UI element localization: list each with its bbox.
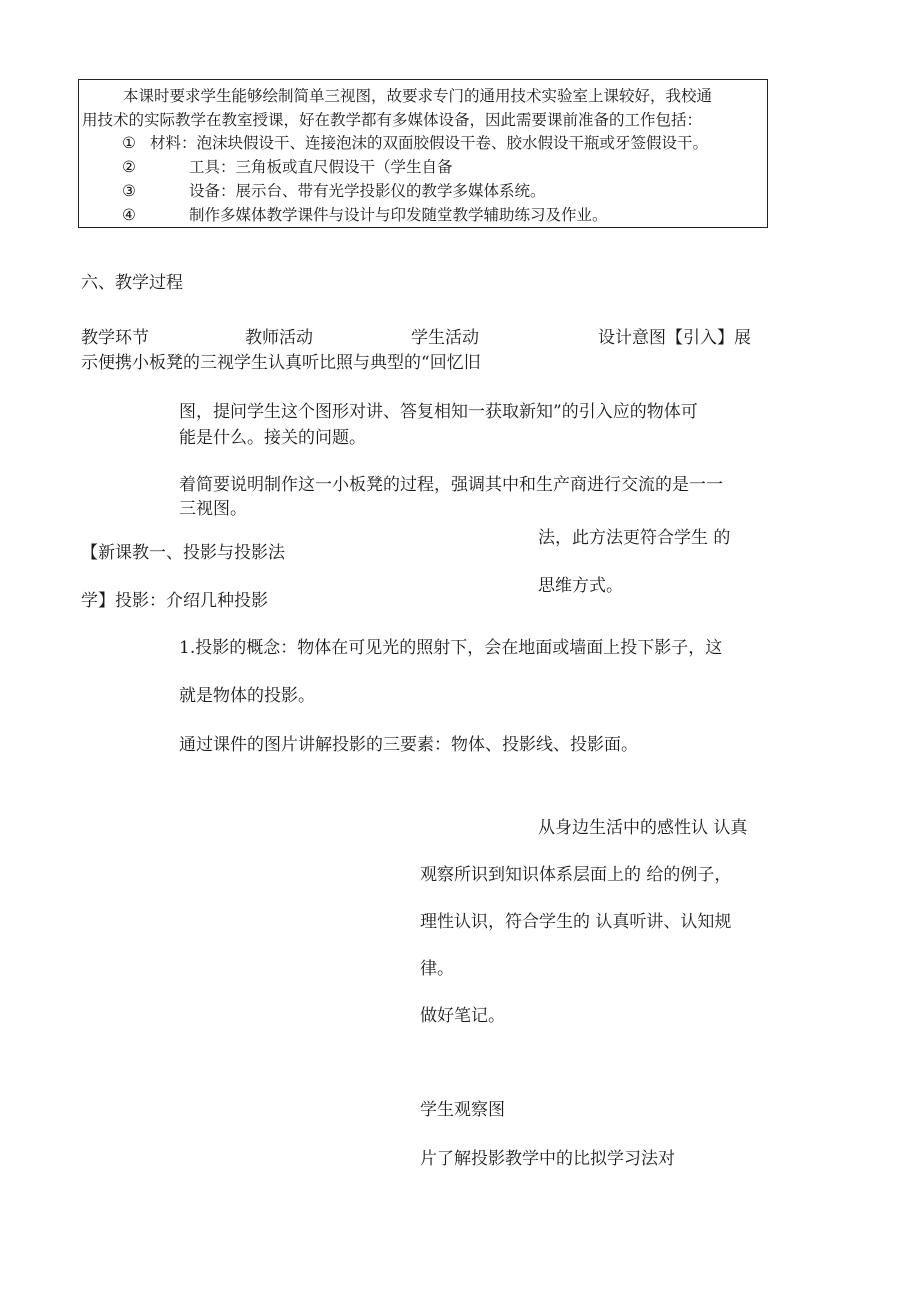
intent-line2: 思维方式。: [538, 576, 623, 596]
student-line3: 理性认识，符合学生的 认真听讲、认知规: [420, 912, 732, 932]
item-number-4: ④: [122, 206, 136, 224]
three-elements-line: 通过课件的图片讲解投影的三要素：物体、投影线、投影面。: [179, 735, 638, 755]
new-lesson-line1: 【新课教一、投影与投影法: [81, 543, 285, 563]
header-col-student: 学生活动: [411, 328, 479, 348]
new-lesson-line2: 学】投影：介绍几种投影: [81, 591, 268, 611]
header-col-intent: 设计意图【引入】展: [598, 328, 751, 348]
teacher-p1-line2: 能是什么。接关的问题。: [179, 428, 366, 448]
student-line2: 观察所识到知识体系层面上的 给的例子，: [420, 865, 732, 885]
item-text-2: 工具：三角板或直尺假设干（学生自备: [189, 158, 453, 176]
student-line5: 做好笔记。: [420, 1006, 505, 1026]
item-number-1: ①: [122, 134, 136, 152]
header-col-stage: 教学环节: [81, 328, 149, 348]
teacher-p2-line2: 三视图。: [179, 499, 247, 519]
teacher-p1-line1: 图，提问学生这个图形对讲、答复相知一获取新知”的引入应的物体可: [179, 402, 698, 422]
item-text-3: 设备：展示台、带有光学投影仪的教学多媒体系统。: [189, 182, 546, 200]
item-number-2: ②: [122, 158, 136, 176]
intro-line: 示便携小板凳的三视学生认真听比照与典型的“回忆旧: [81, 353, 481, 373]
intent-line1: 法，此方法更符合学生 的: [538, 528, 731, 548]
header-col-teacher: 教师活动: [245, 328, 313, 348]
student-line1: 从身边生活中的感性认 认真: [538, 818, 748, 838]
item-text-1: 材料：泡沫块假设干、连接泡沫的双面胶假设干卷、胶水假设干瓶或牙签假设干。: [150, 134, 709, 152]
box-line-2: 用技术的实际教学在教室授课，好在教学都有多媒体设备，因此需要课前准备的工作包括：: [82, 111, 703, 129]
teacher-p2-line1: 着简要说明制作这一小板凳的过程，强调其中和生产商进行交流的是一一: [179, 475, 723, 495]
concept-line2: 就是物体的投影。: [179, 686, 315, 706]
student-line6: 学生观察图: [420, 1100, 505, 1120]
box-line-1: 本课时要求学生能够绘制简单三视图，故要求专门的通用技术实验室上课较好，我校通: [123, 87, 713, 105]
item-text-4: 制作多媒体教学课件与设计与印发随堂教学辅助练习及作业。: [189, 206, 608, 224]
preparation-box: [78, 79, 768, 228]
concept-line1: 1.投影的概念：物体在可见光的照射下，会在地面或墙面上投下影子，这: [179, 638, 723, 658]
student-line4: 律。: [420, 959, 454, 979]
student-line7: 片了解投影教学中的比拟学习法对: [420, 1149, 675, 1169]
item-number-3: ③: [122, 182, 136, 200]
section-title: 六、教学过程: [81, 273, 183, 293]
